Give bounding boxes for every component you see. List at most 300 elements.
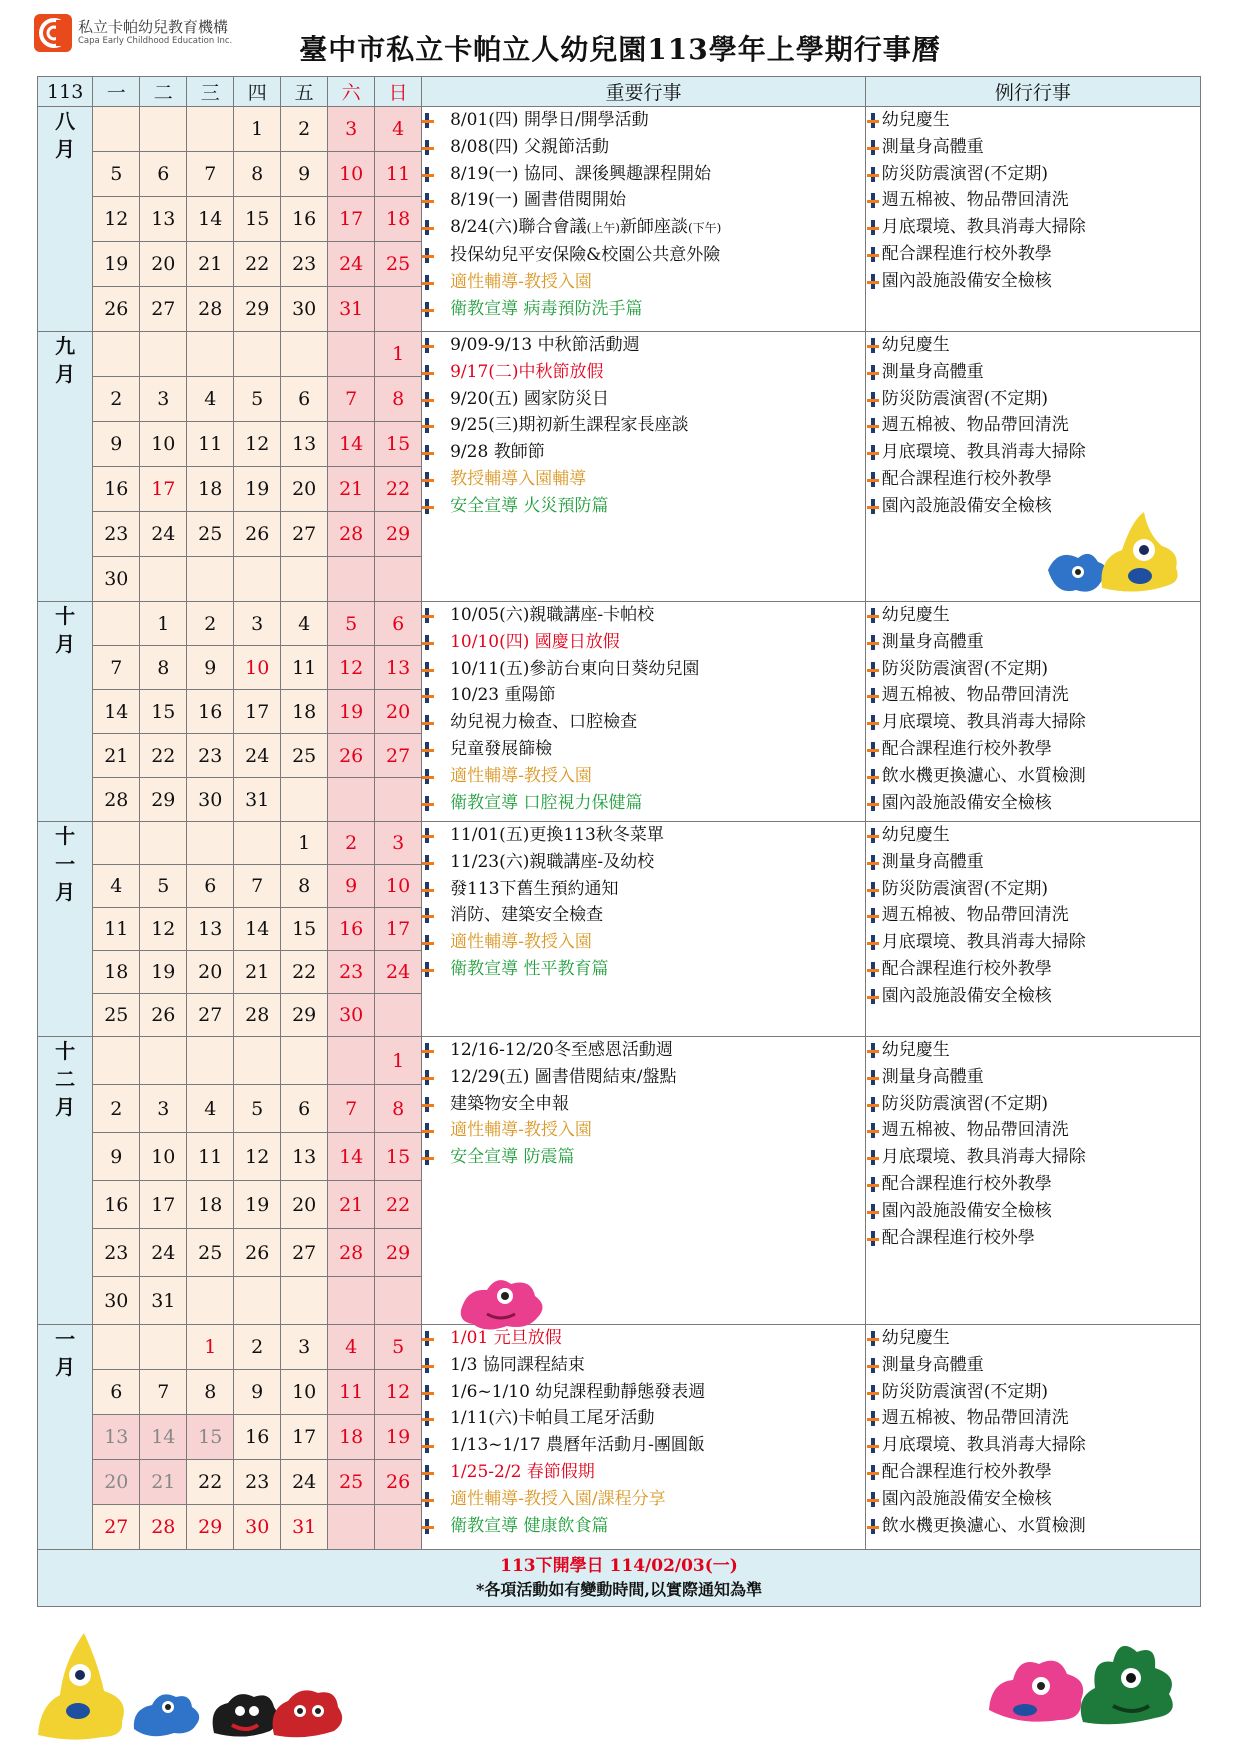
event-text: 9/17(二)中秋節放假 [450, 361, 604, 382]
header-day-sat: 六 [328, 77, 375, 107]
header-day-sun: 日 [375, 77, 422, 107]
routine-item: 週五棉被、物品帶回清洗 [866, 1405, 1200, 1432]
routine-item: 配合課程進行校外教學 [866, 1171, 1200, 1198]
day-cell: 15 [281, 908, 328, 951]
week-row-jan-1 [38, 1325, 1201, 1370]
event-item [422, 929, 865, 956]
event-item [422, 629, 865, 656]
routine-item: 飲水機更換濾心、水質檢測 [866, 763, 1200, 790]
clay-figures-bottom-left-icon [28, 1625, 358, 1745]
event-text: 9/09-9/13 中秋節活動週 [450, 335, 640, 355]
day-cell: 23 [187, 734, 234, 778]
day-cell: 17 [328, 197, 375, 242]
event-text: 11/23(六)親職講座-及幼校 [450, 851, 655, 872]
day-cell [187, 1037, 234, 1085]
day-cell: 12 [375, 1370, 422, 1415]
day-cell [328, 778, 375, 822]
day-cell: 21 [187, 242, 234, 287]
event-text: 8/08(四) 父親節活動 [450, 136, 609, 157]
day-cell: 13 [281, 1133, 328, 1181]
event-text: 幼兒視力檢查、口腔檢查 [450, 712, 638, 733]
event-item [422, 1144, 865, 1171]
day-cell [140, 1325, 187, 1370]
day-cell: 25 [281, 734, 328, 778]
routine-item: 配合課程進行校外教學 [866, 466, 1200, 493]
day-cell: 28 [187, 287, 234, 332]
day-cell: 22 [140, 734, 187, 778]
day-cell: 18 [187, 467, 234, 512]
day-cell: 14 [93, 690, 140, 734]
event-item [422, 1064, 865, 1091]
routine-item: 週五棉被、物品帶回清洗 [866, 902, 1200, 929]
day-cell: 19 [375, 1415, 422, 1460]
day-cell: 27 [375, 734, 422, 778]
routine-item: 園內設施設備安全檢核 [866, 983, 1200, 1010]
routine-item: 配合課程進行校外教學 [866, 1459, 1200, 1486]
header-day-tue: 二 [140, 77, 187, 107]
day-cell: 23 [328, 951, 375, 994]
event-item [422, 493, 865, 520]
event-item [422, 161, 865, 188]
day-cell: 1 [375, 1037, 422, 1085]
day-cell [93, 1325, 140, 1370]
event-text: 8/19(一) 圖書借閱開始 [450, 190, 626, 211]
event-text: 8/01(四) 開學日/開學活動 [450, 110, 649, 130]
event-text: 衛教宣導 口腔視力保健篇 [450, 792, 643, 813]
change-notice: *各項活動如有變動時間,以實際通知為準 [476, 1580, 762, 1599]
day-cell: 5 [328, 602, 375, 646]
day-cell [375, 1277, 422, 1325]
next-term-date: 113下開學日 114/02/03(一) [500, 1556, 738, 1576]
routine-item: 測量身高體重 [866, 134, 1200, 161]
routine-item: 月底環境、教具消毒大掃除 [866, 1432, 1200, 1459]
day-cell: 5 [140, 865, 187, 908]
important-events-jan [422, 1325, 866, 1550]
day-cell [375, 557, 422, 602]
day-cell [140, 332, 187, 377]
day-cell: 23 [93, 512, 140, 557]
day-cell: 28 [328, 1229, 375, 1277]
routine-item: 測量身高體重 [866, 1064, 1200, 1091]
event-text: 消防、建築安全檢查 [450, 905, 604, 926]
event-item [422, 107, 865, 134]
day-cell: 9 [187, 646, 234, 690]
header-year: 113 [38, 77, 93, 107]
event-text: 適性輔導-教授入園 [450, 1120, 592, 1141]
day-cell: 20 [187, 951, 234, 994]
day-cell: 14 [328, 422, 375, 467]
day-cell: 6 [281, 377, 328, 422]
event-text: 兒童發展篩檢 [450, 738, 553, 759]
day-cell: 8 [375, 1085, 422, 1133]
routine-item: 園內設施設備安全檢核 [866, 268, 1200, 295]
event-text: 發113下舊生預約通知 [450, 878, 619, 899]
event-text: 投保幼兒平安保險&校園公共意外險 [450, 244, 721, 265]
day-cell: 12 [140, 908, 187, 951]
day-cell [375, 778, 422, 822]
day-cell: 29 [187, 1505, 234, 1550]
day-cell: 5 [234, 1085, 281, 1133]
event-text: 適性輔導-教授入園 [450, 932, 592, 953]
day-cell: 4 [281, 602, 328, 646]
day-cell: 17 [375, 908, 422, 951]
clay-figures-bottom-right-icon [985, 1630, 1195, 1745]
day-cell: 24 [375, 951, 422, 994]
week-row-oct-1 [38, 602, 1201, 646]
day-cell: 6 [187, 865, 234, 908]
day-cell: 20 [93, 1460, 140, 1505]
day-cell [234, 557, 281, 602]
event-item [422, 956, 865, 983]
day-cell: 2 [281, 107, 328, 152]
day-cell: 17 [140, 467, 187, 512]
day-cell: 31 [234, 778, 281, 822]
month-label-aug: 八 月 [38, 107, 93, 332]
day-cell [281, 1037, 328, 1085]
routine-item: 配合課程進行校外教學 [866, 956, 1200, 983]
event-item [422, 876, 865, 903]
event-text: 建築物安全申報 [450, 1093, 570, 1114]
day-cell: 20 [281, 1181, 328, 1229]
day-cell: 5 [93, 152, 140, 197]
routine-item: 園內設施設備安全檢核 [866, 493, 1200, 520]
day-cell: 22 [234, 242, 281, 287]
day-cell: 3 [328, 107, 375, 152]
event-text: 8/19(一) 協同、課後興趣課程開始 [450, 163, 711, 184]
day-cell: 30 [281, 287, 328, 332]
day-cell: 1 [140, 602, 187, 646]
event-item [422, 1486, 865, 1513]
event-item [422, 902, 865, 929]
event-item [422, 1405, 865, 1432]
event-text: 1/11(六)卡帕員工尾牙活動 [450, 1408, 655, 1429]
day-cell: 11 [281, 646, 328, 690]
header-day-fri: 五 [281, 77, 328, 107]
event-item [422, 1117, 865, 1144]
day-cell: 26 [375, 1460, 422, 1505]
event-item [422, 1379, 865, 1406]
routine-events-nov [865, 822, 1200, 1037]
day-cell: 23 [93, 1229, 140, 1277]
week-row-aug-1 [38, 107, 1201, 152]
event-item [422, 790, 865, 817]
day-cell: 6 [140, 152, 187, 197]
routine-item: 週五棉被、物品帶回清洗 [866, 1117, 1200, 1144]
day-cell: 31 [328, 287, 375, 332]
day-cell: 7 [140, 1370, 187, 1415]
event-item [422, 386, 865, 413]
week-row-sep-1 [38, 332, 1201, 377]
important-events-sep [422, 332, 866, 602]
routine-item: 幼兒慶生 [866, 332, 1200, 359]
routine-item: 防災防震演習(不定期) [866, 876, 1200, 903]
day-cell [281, 778, 328, 822]
routine-item: 防災防震演習(不定期) [866, 656, 1200, 683]
day-cell: 29 [375, 512, 422, 557]
day-cell: 15 [140, 690, 187, 734]
day-cell: 30 [187, 778, 234, 822]
day-cell [234, 822, 281, 865]
day-cell: 9 [93, 1133, 140, 1181]
day-cell [234, 332, 281, 377]
logo-name-cn: 私立卡帕幼兒教育機構 [78, 18, 229, 36]
routine-item: 配合課程進行校外教學 [866, 736, 1200, 763]
day-cell [187, 1277, 234, 1325]
event-item [422, 1513, 865, 1540]
day-cell: 11 [375, 152, 422, 197]
day-cell: 1 [234, 107, 281, 152]
day-cell [234, 1277, 281, 1325]
day-cell: 3 [140, 377, 187, 422]
logo-name-en: Capa Early Childhood Education Inc. [78, 36, 233, 46]
day-cell: 21 [328, 1181, 375, 1229]
day-cell: 2 [93, 377, 140, 422]
day-cell: 20 [281, 467, 328, 512]
day-cell: 2 [328, 822, 375, 865]
day-cell: 10 [375, 865, 422, 908]
day-cell: 18 [187, 1181, 234, 1229]
routine-item: 園內設施設備安全檢核 [866, 1198, 1200, 1225]
event-item [422, 1459, 865, 1486]
routine-events-aug [865, 107, 1200, 332]
day-cell: 27 [140, 287, 187, 332]
day-cell [281, 332, 328, 377]
event-text: 10/05(六)親職講座-卡帕校 [450, 605, 655, 625]
day-cell [93, 602, 140, 646]
day-cell: 18 [281, 690, 328, 734]
day-cell [140, 557, 187, 602]
event-text: 安全宣導 防震篇 [450, 1147, 575, 1168]
event-text: 9/28 教師節 [450, 442, 545, 463]
event-item [422, 296, 865, 323]
month-label-nov: 十 一 月 [38, 822, 93, 1037]
day-cell: 20 [140, 242, 187, 287]
routine-item: 防災防震演習(不定期) [866, 1379, 1200, 1406]
event-item [422, 359, 865, 386]
event-text: 適性輔導-教授入園 [450, 271, 592, 292]
day-cell: 22 [375, 1181, 422, 1229]
day-cell: 24 [140, 1229, 187, 1277]
day-cell [140, 1037, 187, 1085]
routine-item: 測量身高體重 [866, 1352, 1200, 1379]
day-cell [375, 287, 422, 332]
day-cell: 24 [140, 512, 187, 557]
routine-item: 防災防震演習(不定期) [866, 161, 1200, 188]
day-cell: 4 [93, 865, 140, 908]
day-cell: 10 [140, 422, 187, 467]
day-cell: 25 [93, 994, 140, 1037]
routine-item: 月底環境、教具消毒大掃除 [866, 709, 1200, 736]
routine-item: 幼兒慶生 [866, 602, 1200, 629]
day-cell: 21 [93, 734, 140, 778]
day-cell: 1 [281, 822, 328, 865]
day-cell [328, 1037, 375, 1085]
day-cell: 15 [375, 422, 422, 467]
day-cell: 6 [93, 1370, 140, 1415]
event-item [422, 1037, 865, 1064]
clay-figures-right-middle-icon [1040, 508, 1190, 608]
routine-item: 測量身高體重 [866, 849, 1200, 876]
day-cell: 7 [328, 377, 375, 422]
day-cell: 23 [234, 1460, 281, 1505]
routine-item: 週五棉被、物品帶回清洗 [866, 682, 1200, 709]
event-text: 12/16-12/20冬至感恩活動週 [450, 1040, 673, 1060]
event-item [422, 763, 865, 790]
event-text: 1/25-2/2 春節假期 [450, 1461, 595, 1482]
day-cell: 11 [93, 908, 140, 951]
day-cell: 19 [140, 951, 187, 994]
event-item [422, 134, 865, 161]
event-item [422, 332, 865, 359]
day-cell: 4 [375, 107, 422, 152]
day-cell: 26 [234, 512, 281, 557]
day-cell: 18 [375, 197, 422, 242]
day-cell: 24 [328, 242, 375, 287]
day-cell: 10 [281, 1370, 328, 1415]
event-text: 適性輔導-教授入園/課程分享 [450, 1488, 666, 1509]
day-cell: 14 [140, 1415, 187, 1460]
day-cell: 28 [328, 512, 375, 557]
routine-item: 幼兒慶生 [866, 107, 1200, 134]
event-item [422, 602, 865, 629]
event-text: 9/20(五) 國家防災日 [450, 388, 609, 409]
month-label-sep: 九 月 [38, 332, 93, 602]
important-events-nov [422, 822, 866, 1037]
routine-item: 飲水機更換濾心、水質檢測 [866, 1513, 1200, 1540]
day-cell: 13 [375, 646, 422, 690]
day-cell: 28 [140, 1505, 187, 1550]
day-cell: 2 [93, 1085, 140, 1133]
day-cell: 12 [328, 646, 375, 690]
day-cell: 3 [281, 1325, 328, 1370]
day-cell: 5 [234, 377, 281, 422]
routine-item: 月底環境、教具消毒大掃除 [866, 929, 1200, 956]
day-cell: 31 [140, 1277, 187, 1325]
day-cell: 8 [234, 152, 281, 197]
day-cell: 3 [375, 822, 422, 865]
event-text: 1/6~1/10 幼兒課程動靜態發表週 [450, 1381, 706, 1402]
day-cell: 16 [187, 690, 234, 734]
day-cell [375, 1505, 422, 1550]
important-events-aug [422, 107, 866, 332]
day-cell: 5 [375, 1325, 422, 1370]
day-cell: 15 [234, 197, 281, 242]
header-day-thu: 四 [234, 77, 281, 107]
week-row-nov-1 [38, 822, 1201, 865]
day-cell: 27 [187, 994, 234, 1037]
day-cell: 22 [375, 467, 422, 512]
event-text: 8/24(六)聯合會議 [450, 217, 587, 238]
day-cell: 7 [328, 1085, 375, 1133]
day-cell: 27 [93, 1505, 140, 1550]
month-label-oct: 十 月 [38, 602, 93, 822]
month-label-jan: 一 月 [38, 1325, 93, 1550]
event-text: 教授輔導入園輔導 [450, 468, 587, 489]
routine-events-dec [865, 1037, 1200, 1325]
day-cell [375, 994, 422, 1037]
event-text: 10/23 重陽節 [450, 685, 556, 706]
day-cell: 21 [140, 1460, 187, 1505]
day-cell: 18 [328, 1415, 375, 1460]
day-cell: 30 [328, 994, 375, 1037]
day-cell: 3 [234, 602, 281, 646]
routine-item: 園內設施設備安全檢核 [866, 1486, 1200, 1513]
day-cell: 26 [328, 734, 375, 778]
day-cell: 28 [93, 778, 140, 822]
day-cell: 15 [187, 1415, 234, 1460]
day-cell: 14 [328, 1133, 375, 1181]
routine-item: 園內設施設備安全檢核 [866, 790, 1200, 817]
day-cell: 30 [93, 557, 140, 602]
event-note: (下午) [687, 221, 722, 236]
day-cell: 13 [140, 197, 187, 242]
day-cell: 12 [93, 197, 140, 242]
day-cell: 25 [187, 1229, 234, 1277]
day-cell [187, 107, 234, 152]
day-cell: 7 [234, 865, 281, 908]
day-cell: 18 [93, 951, 140, 994]
routine-item: 幼兒慶生 [866, 1037, 1200, 1064]
day-cell: 19 [93, 242, 140, 287]
day-cell [328, 557, 375, 602]
day-cell [187, 557, 234, 602]
day-cell: 16 [234, 1415, 281, 1460]
day-cell [93, 822, 140, 865]
day-cell: 31 [281, 1505, 328, 1550]
day-cell: 27 [281, 512, 328, 557]
day-cell: 13 [93, 1415, 140, 1460]
day-cell: 8 [187, 1370, 234, 1415]
event-note: (上午) [586, 221, 620, 236]
event-text: 10/10(四) 國慶日放假 [450, 631, 620, 652]
event-text: 9/25(三)期初新生課程家長座談 [450, 415, 689, 436]
routine-item: 防災防震演習(不定期) [866, 386, 1200, 413]
event-item [422, 269, 865, 296]
event-text: 12/29(五) 圖書借閱結束/盤點 [450, 1066, 677, 1087]
day-cell: 25 [328, 1460, 375, 1505]
clay-figure-pink-icon [455, 1270, 550, 1340]
event-text: 適性輔導-教授入園 [450, 765, 592, 786]
event-item [422, 412, 865, 439]
day-cell: 10 [328, 152, 375, 197]
day-cell [328, 1277, 375, 1325]
event-text: 安全宣導 火災預防篇 [450, 495, 609, 516]
day-cell: 12 [234, 422, 281, 467]
day-cell: 3 [140, 1085, 187, 1133]
day-cell: 11 [187, 422, 234, 467]
day-cell: 4 [187, 1085, 234, 1133]
routine-item: 週五棉被、物品帶回清洗 [866, 412, 1200, 439]
day-cell: 21 [328, 467, 375, 512]
routine-item: 防災防震演習(不定期) [866, 1091, 1200, 1118]
footer-cell [38, 1550, 1201, 1607]
day-cell: 22 [281, 951, 328, 994]
day-cell [187, 822, 234, 865]
day-cell: 29 [234, 287, 281, 332]
day-cell: 13 [281, 422, 328, 467]
day-cell: 16 [328, 908, 375, 951]
routine-events-jan [865, 1325, 1200, 1550]
day-cell [93, 107, 140, 152]
day-cell: 8 [140, 646, 187, 690]
day-cell: 11 [328, 1370, 375, 1415]
day-cell: 19 [234, 1181, 281, 1229]
day-cell: 12 [234, 1133, 281, 1181]
event-item [422, 439, 865, 466]
header-day-wed: 三 [187, 77, 234, 107]
event-item [422, 187, 865, 214]
day-cell [93, 332, 140, 377]
